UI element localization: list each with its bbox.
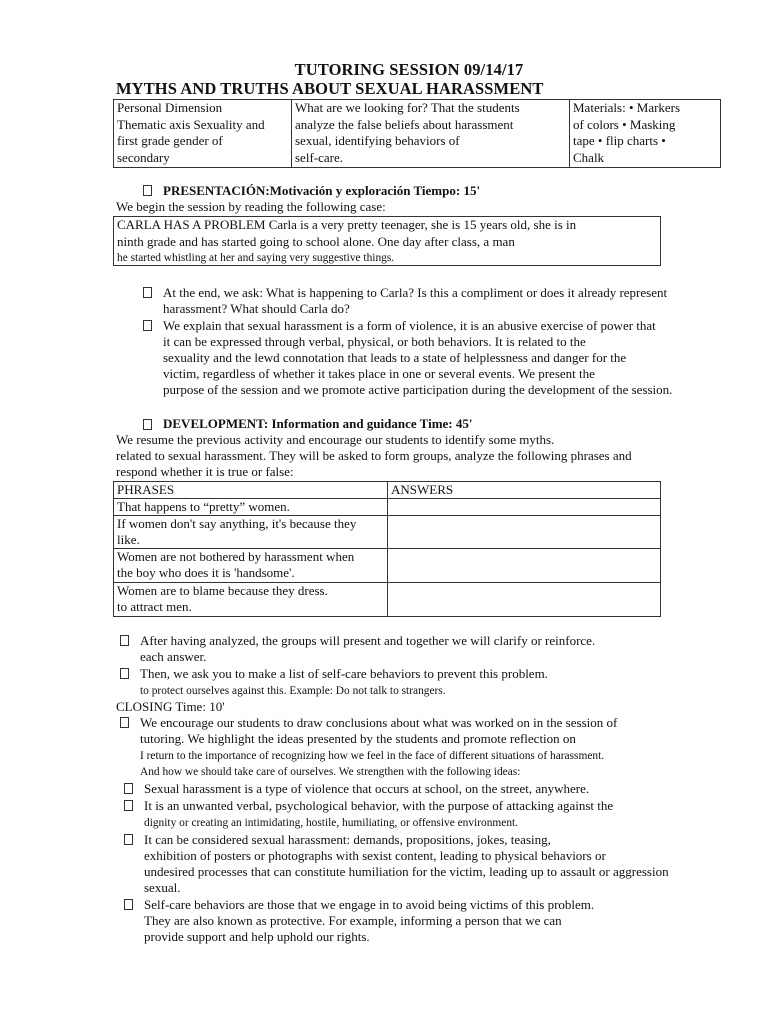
- phrases-table: [113, 481, 661, 617]
- presentation-bullet-line: purpose of the session and we promote active participation during the development of the session.: [163, 382, 673, 397]
- cell-line: self-care.: [295, 149, 343, 165]
- cell-line: What are we looking for? That the students: [295, 100, 520, 115]
- presentation-heading: PRESENTACIÓN:Motivación y exploración Tiempo: 15': [163, 183, 481, 198]
- cell-line: Personal Dimension: [117, 100, 223, 115]
- bullet-box-icon: [143, 419, 152, 430]
- phrase-text: to attract men.: [117, 599, 192, 614]
- development-intro: related to sexual harassment. They will be asked to form groups, analyze the following phrases and: [116, 448, 632, 463]
- closing-bullet-line: sexual.: [144, 880, 181, 895]
- cell-line: secondary: [117, 149, 170, 165]
- bullet-box-icon: [124, 834, 133, 845]
- answer-cell[interactable]: [388, 516, 661, 549]
- bullet-box-icon: [124, 899, 133, 910]
- case-box: [113, 216, 661, 266]
- bullet-box-icon: [124, 800, 133, 811]
- answer-cell[interactable]: [388, 583, 661, 617]
- closing-bullet-line: dignity or creating an intimidating, hostile, humiliating, or offensive environment.: [144, 817, 519, 829]
- answer-cell[interactable]: [388, 499, 661, 516]
- phrases-header: PHRASES: [114, 482, 388, 499]
- bullet-box-icon: [143, 320, 152, 331]
- bullet-box-icon: [120, 668, 129, 679]
- bullet-box-icon: [143, 287, 152, 298]
- development-intro: respond whether it is true or false:: [116, 464, 294, 479]
- cell-line: first grade gender of: [117, 133, 223, 148]
- cell-line: Materials: • Markers: [573, 100, 681, 115]
- cell-line: tape • flip charts •: [573, 133, 666, 148]
- presentation-bullet-line: it can be expressed through verbal, physical, or both behaviors. It is related to the: [163, 334, 586, 349]
- presentation-bullet-line: At the end, we ask: What is happening to Carla? Is this a compliment or does it already represent: [163, 285, 668, 300]
- phrase-text: the boy who does it is 'handsome'.: [117, 565, 295, 580]
- answer-cell[interactable]: [388, 549, 661, 583]
- closing-bullet-line: It is an unwanted verbal, psychological behavior, with the purpose of attacking against the: [144, 798, 614, 813]
- cell-line: Chalk: [573, 149, 605, 165]
- case-line: CARLA HAS A PROBLEM Carla is a very pretty teenager, she is 15 years old, she is in: [117, 217, 577, 232]
- answers-header: ANSWERS: [388, 482, 661, 499]
- closing-bullet-line: We encourage our students to draw conclusions about what was worked on in the session of: [140, 715, 618, 730]
- phrase-text: If women don't say anything, it's because they: [117, 516, 357, 531]
- development-bullet-line: Then, we ask you to make a list of self-care behaviors to prevent this problem.: [140, 666, 548, 681]
- closing-bullet-line: And how we should take care of ourselves. We strengthen with the following ideas:: [140, 766, 521, 778]
- bullet-box-icon: [120, 717, 129, 728]
- dimension-cell: [114, 100, 292, 168]
- presentation-bullet-line: sexuality and the lewd connotation that leads to a state of helplessness and danger for the: [163, 350, 627, 365]
- document-title: TUTORING SESSION 09/14/17: [294, 60, 524, 79]
- phrase-text: Women are not bothered by harassment when: [117, 549, 355, 564]
- development-bullet-line: to protect ourselves against this. Example: Do not talk to strangers.: [140, 685, 446, 697]
- phrase-cell: [114, 499, 388, 516]
- cell-line: sexual, identifying behaviors of: [295, 133, 460, 148]
- bullet-box-icon: [124, 783, 133, 794]
- bullet-box-icon: [120, 635, 129, 646]
- case-line: ninth grade and has started going to school alone. One day after class, a man: [117, 233, 515, 249]
- phrase-text: That happens to “pretty” women.: [117, 499, 290, 514]
- table-row: [114, 499, 661, 516]
- table-row: [114, 583, 661, 617]
- closing-bullet-line: Sexual harassment is a type of violence that occurs at school, on the street, anywhere.: [144, 781, 590, 796]
- development-intro: We resume the previous activity and encourage our students to identify some myths.: [116, 432, 555, 447]
- development-bullet-line: each answer.: [140, 649, 207, 664]
- materials-cell: [570, 100, 721, 168]
- presentation-bullet-line: harassment? What should Carla do?: [163, 301, 350, 316]
- phrase-cell: [114, 583, 388, 617]
- phrase-cell: [114, 549, 388, 583]
- development-heading: DEVELOPMENT: Information and guidance Time: 45': [163, 416, 473, 431]
- closing-bullet-line: provide support and help uphold our rights.: [144, 929, 370, 944]
- bullet-box-icon: [143, 185, 152, 196]
- development-bullet-line: After having analyzed, the groups will present and together we will clarify or reinforce.: [140, 633, 596, 648]
- closing-bullet-line: exhibition of posters or photographs with sexist content, leading to physical behaviors or: [144, 848, 606, 863]
- closing-heading: CLOSING Time: 10': [116, 699, 225, 714]
- closing-bullet-line: tutoring. We highlight the ideas presented by the students and promote reflection on: [140, 731, 576, 746]
- presentation-bullet-line: We explain that sexual harassment is a form of violence, it is an abusive exercise of power that: [163, 318, 656, 333]
- closing-bullet-line: undesired processes that can constitute humiliation for the victim, leading up to assault or aggression: [144, 864, 669, 879]
- cell-line: of colors • Masking: [573, 116, 676, 132]
- closing-bullet-line: I return to the importance of recognizing how we feel in the face of different situations of harassment.: [140, 750, 605, 762]
- closing-bullet-line: Self-care behaviors are those that we engage in to avoid being victims of this problem.: [144, 897, 595, 912]
- table-row: [114, 549, 661, 583]
- cell-line: analyze the false beliefs about harassment: [295, 116, 514, 132]
- table-row: [114, 516, 661, 549]
- closing-bullet-line: They are also known as protective. For example, informing a person that we can: [144, 913, 562, 928]
- case-line: he started whistling at her and saying very suggestive things.: [117, 252, 395, 264]
- presentation-bullet-line: victim, regardless of whether it takes place in one or several events. We present the: [163, 366, 595, 381]
- objective-cell: [292, 100, 570, 168]
- phrase-cell: [114, 516, 388, 549]
- presentation-intro: We begin the session by reading the following case:: [116, 199, 386, 214]
- session-info-table: [113, 99, 721, 168]
- phrase-text: like.: [117, 532, 140, 547]
- cell-line: Thematic axis Sexuality and: [117, 116, 265, 132]
- document-subtitle: MYTHS AND TRUTHS ABOUT SEXUAL HARASSMENT: [116, 79, 544, 98]
- closing-bullet-line: It can be considered sexual harassment: demands, propositions, jokes, teasing,: [144, 832, 551, 847]
- phrase-text: Women are to blame because they dress.: [117, 583, 328, 598]
